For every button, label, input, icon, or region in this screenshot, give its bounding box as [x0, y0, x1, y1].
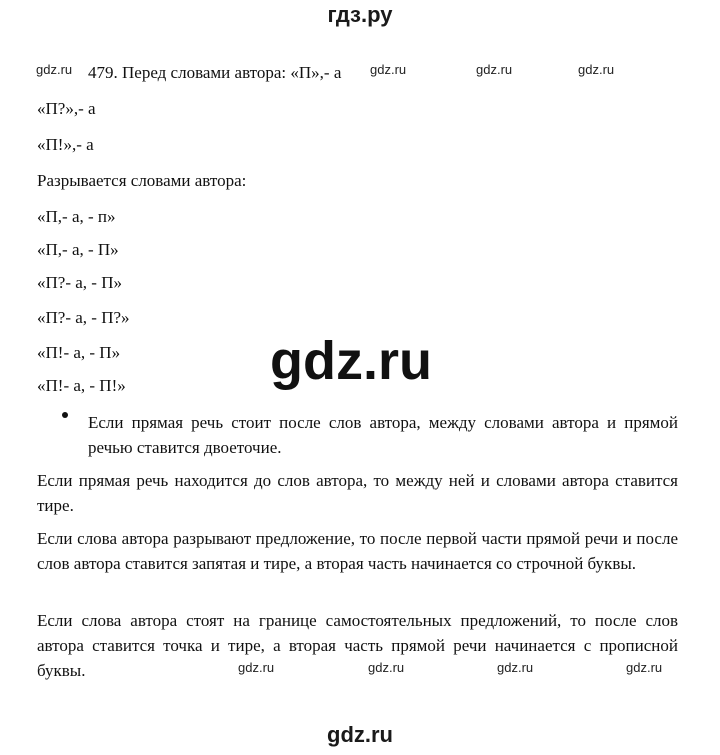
- scheme-line: «П?»,- а: [37, 99, 96, 118]
- scheme-line: «П,- а, - п»: [37, 207, 116, 226]
- scheme-line: «П?- а, - П»: [37, 273, 122, 292]
- watermark: gdz.ru: [578, 62, 615, 77]
- site-logo-header[interactable]: гдз.ру: [327, 2, 393, 27]
- watermark: gdz.ru: [476, 62, 513, 77]
- scheme-line: «П!- а, - П»: [37, 343, 121, 362]
- scheme-line: «П!- а, - П!»: [37, 376, 126, 395]
- watermark: gdz.ru: [368, 660, 405, 675]
- scheme-line: «П!»,- а: [37, 135, 94, 154]
- bullet-icon: [62, 412, 68, 418]
- rule-paragraph: Если слова автора разрывают предложение, то после первой части прямой речи и после слов автора ставится запятая и тире, а вторая часть начинается со строчной буквы.: [37, 529, 678, 573]
- watermark: gdz.ru: [238, 660, 275, 675]
- rule-paragraph: Если слова автора стоят на границе самостоятельных предложений, то после слов автора ставится точка и тире, а вторая часть прямой речи начинается с прописной буквы.: [37, 611, 678, 680]
- watermark: gdz.ru: [370, 62, 407, 77]
- section-heading: Разрывается словами автора:: [37, 171, 247, 190]
- site-logo-footer[interactable]: gdz.ru: [327, 722, 393, 747]
- bullet-rule: Если прямая речь стоит после слов автора, между словами автора и прямой речью ставится двоеточие.: [88, 413, 678, 457]
- watermark: gdz.ru: [497, 660, 534, 675]
- rule-paragraph: Если прямая речь находится до слов автора, то между ней и словами автора ставится тире.: [37, 471, 678, 515]
- watermark: gdz.ru: [36, 62, 73, 77]
- task-title: 479. Перед словами автора: «П»,- а: [88, 63, 342, 82]
- scheme-line: «П?- а, - П?»: [37, 308, 130, 327]
- scheme-line: «П,- а, - П»: [37, 240, 119, 259]
- large-watermark: gdz.ru: [270, 331, 432, 391]
- watermark: gdz.ru: [626, 660, 663, 675]
